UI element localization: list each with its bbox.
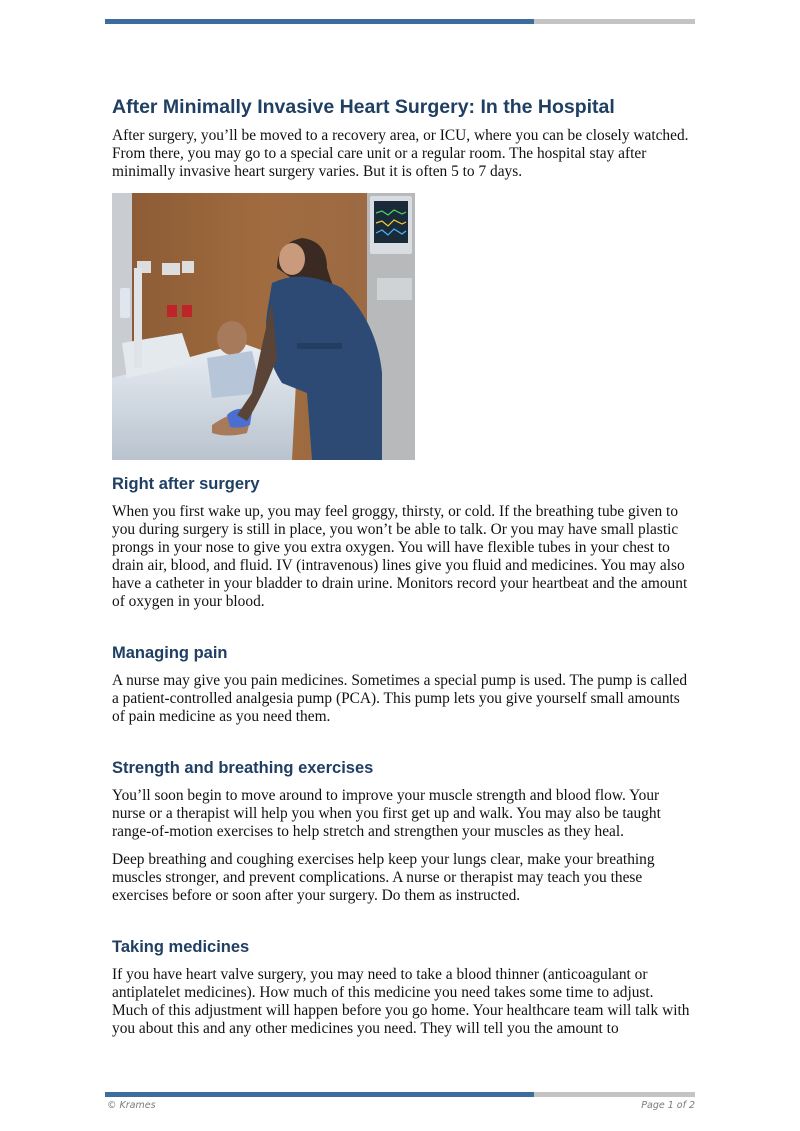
footer-copyright: © Krames <box>107 1100 156 1111</box>
page-content <box>112 94 692 1038</box>
section-paragraph: A nurse may give you pain medicines. Sometimes a special pump is used. The pump is called a patient-controlled analgesia pump (PCA). This pump lets you give yourself small amounts of pain medicine as you need them. <box>112 672 688 725</box>
header-rule-primary <box>105 19 534 24</box>
footer-rule-primary <box>105 1092 534 1097</box>
section-paragraph: When you first wake up, you may feel groggy, thirsty, or cold. If the breathing tube given to you during surgery is still in place, you won’t be able to talk. Or you may have small plastic prongs in your nose to give you extra oxygen. You will have flexible tubes in your chest to drain air, blood, and fluid. IV (intravenous) lines give you fluid and medicines. You may also have a catheter in your bladder to drain urine. Monitors record your heartbeat and the amount of oxygen in your blood. <box>112 503 688 610</box>
header-rule-secondary <box>534 19 695 24</box>
page-title: After Minimally Invasive Heart Surgery: In the Hospital <box>112 96 615 118</box>
section-heading: Taking medicines <box>112 938 250 956</box>
section-paragraph: Deep breathing and coughing exercises help keep your lungs clear, make your breathing muscles stronger, and prevent complications. A nurse or therapist may teach you these exercises before or soon after your surgery. Do them as instructed. <box>112 851 655 904</box>
footer-rule-secondary <box>534 1092 695 1097</box>
section-heading: Strength and breathing exercises <box>112 759 374 777</box>
section-strength-breathing <box>112 757 692 905</box>
section-paragraph: You’ll soon begin to move around to improve your muscle strength and blood flow. Your nurse or a therapist will help you when you first get up and walk. You may also be taught range-of-motion exercises to help stretch and strengthen your muscles as they heal. <box>112 787 661 840</box>
section-taking-medicines <box>112 936 692 1038</box>
header-rule <box>105 19 695 24</box>
section-heading: Right after surgery <box>112 475 260 493</box>
intro-paragraph: After surgery, you’ll be moved to a recovery area, or ICU, where you can be closely watched. From there, you may go to a special care unit or a regular room. The hospital stay after minimally invasive heart surgery varies. But it is often 5 to 7 days. <box>112 127 689 180</box>
section-right-after-surgery <box>112 473 692 611</box>
nurse-patient-photo <box>112 193 415 460</box>
section-managing-pain <box>112 642 692 726</box>
footer-rule <box>105 1092 695 1097</box>
footer-page-number: Page 1 of 2 <box>641 1100 695 1111</box>
section-paragraph: If you have heart valve surgery, you may need to take a blood thinner (anticoagulant or antiplatelet medicines). How much of this medicine you need takes some time to adjust. Much of this adjustment will happen before you go home. Your healthcare team will talk with you about this and any other medicines you need. They will tell you the amount to <box>112 966 690 1037</box>
section-heading: Managing pain <box>112 644 228 662</box>
